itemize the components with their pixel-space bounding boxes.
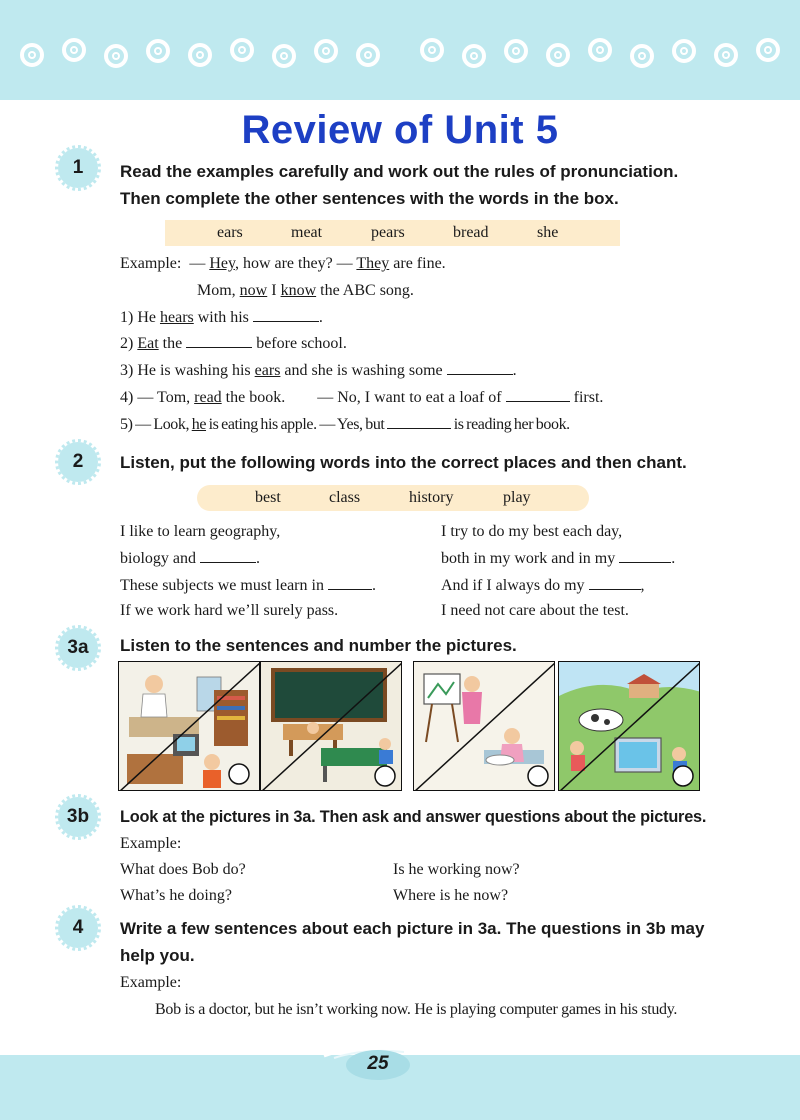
section-1-instruction (120, 158, 678, 212)
example-line-1: Example: — Hey, how are they? — They are fine. (120, 255, 446, 272)
exercise-1-item-2: 2) Eat the before school. (120, 332, 347, 355)
question-1: What does Bob do? (120, 861, 246, 878)
word-box-item: play (503, 489, 531, 506)
picture-painter (413, 661, 555, 791)
section-4-example-label: Example: (120, 974, 182, 991)
answer-blank[interactable] (619, 547, 671, 563)
exercise-1-item-5: 5) — Look, he is eating his apple. — Yes, but is reading her book. (120, 413, 570, 436)
answer-blank[interactable] (186, 332, 252, 348)
chant-right-line-1: I try to do my best each day, (441, 523, 623, 540)
word-box-item: meat (291, 224, 323, 241)
question-2: Is he working now? (393, 861, 520, 878)
section-4-example-text: Bob is a doctor, but he isn’t working now. He is playing computer games in his study. (155, 1001, 678, 1018)
section-3b-badge (58, 797, 98, 837)
chant-right-line-4: I need not care about the test. (441, 602, 629, 619)
section-3a-number: 3a (67, 637, 89, 658)
picture-farm (558, 661, 700, 791)
section-4-badge (58, 908, 98, 948)
word-box-item: bread (453, 224, 489, 241)
section-2-number: 2 (72, 451, 84, 472)
answer-blank[interactable] (447, 359, 513, 375)
chant-left-line-4: If we work hard we’ll surely pass. (120, 602, 339, 619)
top-banner (0, 0, 800, 100)
word-box-item: class (329, 489, 361, 506)
section-1-badge (58, 148, 98, 188)
section-1-instruction-line2: Then complete the other sentences with the words in the box. (120, 189, 619, 208)
section-1-number: 1 (72, 157, 84, 178)
page-number: 25 (367, 1053, 389, 1074)
answer-blank[interactable] (328, 574, 372, 590)
exercise-1-item-1: 1) He hears with his . (120, 306, 323, 329)
section-2-badge (58, 442, 98, 482)
page-title: Review of Unit 5 (241, 108, 559, 152)
chant-left-line-3: These subjects we must learn in . (120, 574, 376, 597)
example-line-2: Mom, now I know the ABC song. (197, 282, 414, 299)
section-1-word-box (165, 220, 620, 246)
section-3b-instruction: Look at the pictures in 3a. Then ask and answer questions about the pictures. (120, 808, 707, 826)
ring-decoration (10, 38, 800, 78)
question-3: What’s he doing? (120, 887, 232, 904)
section-3a-badge (58, 628, 98, 668)
chant-left-line-1: I like to learn geography, (120, 523, 281, 540)
section-3b-number: 3b (66, 806, 90, 827)
section-2-instruction: Listen, put the following words into the correct places and then chant. (120, 453, 687, 472)
answer-blank[interactable] (589, 574, 641, 590)
section-4-instruction-line1: Write a few sentences about each picture in 3a. The questions in 3b may (120, 919, 705, 938)
picture-doctor (118, 661, 260, 791)
answer-blank[interactable] (253, 306, 319, 322)
chant-right-line-2: both in my work and in my . (441, 547, 675, 570)
word-box-item: she (537, 224, 559, 241)
answer-blank[interactable] (200, 547, 256, 563)
section-4-instruction-line2: help you. (120, 946, 195, 965)
word-box-item: history (409, 489, 454, 506)
section-4-instruction (120, 915, 704, 969)
word-box-item: pears (371, 224, 405, 241)
section-3a-instruction: Listen to the sentences and number the pictures. (120, 636, 517, 655)
answer-blank[interactable] (387, 413, 451, 429)
section-2-word-box (197, 485, 589, 511)
word-box-item: best (255, 489, 281, 506)
section-4-number: 4 (72, 917, 84, 938)
section-3b-example-label: Example: (120, 835, 182, 852)
exercise-1-item-3: 3) He is washing his ears and she is washing some . (120, 359, 517, 382)
chant-right-line-3: And if I always do my , (441, 574, 645, 597)
section-1-instruction-line1: Read the examples carefully and work out the rules of pronunciation. (120, 162, 679, 181)
answer-blank[interactable] (506, 386, 570, 402)
word-box-item: ears (217, 224, 243, 241)
question-4: Where is he now? (393, 887, 509, 904)
chant-left-line-2: biology and . (120, 547, 260, 570)
picture-classroom (260, 661, 402, 791)
exercise-1-item-4: 4) — Tom, read the book. — No, I want to eat a loaf of first. (120, 386, 603, 409)
